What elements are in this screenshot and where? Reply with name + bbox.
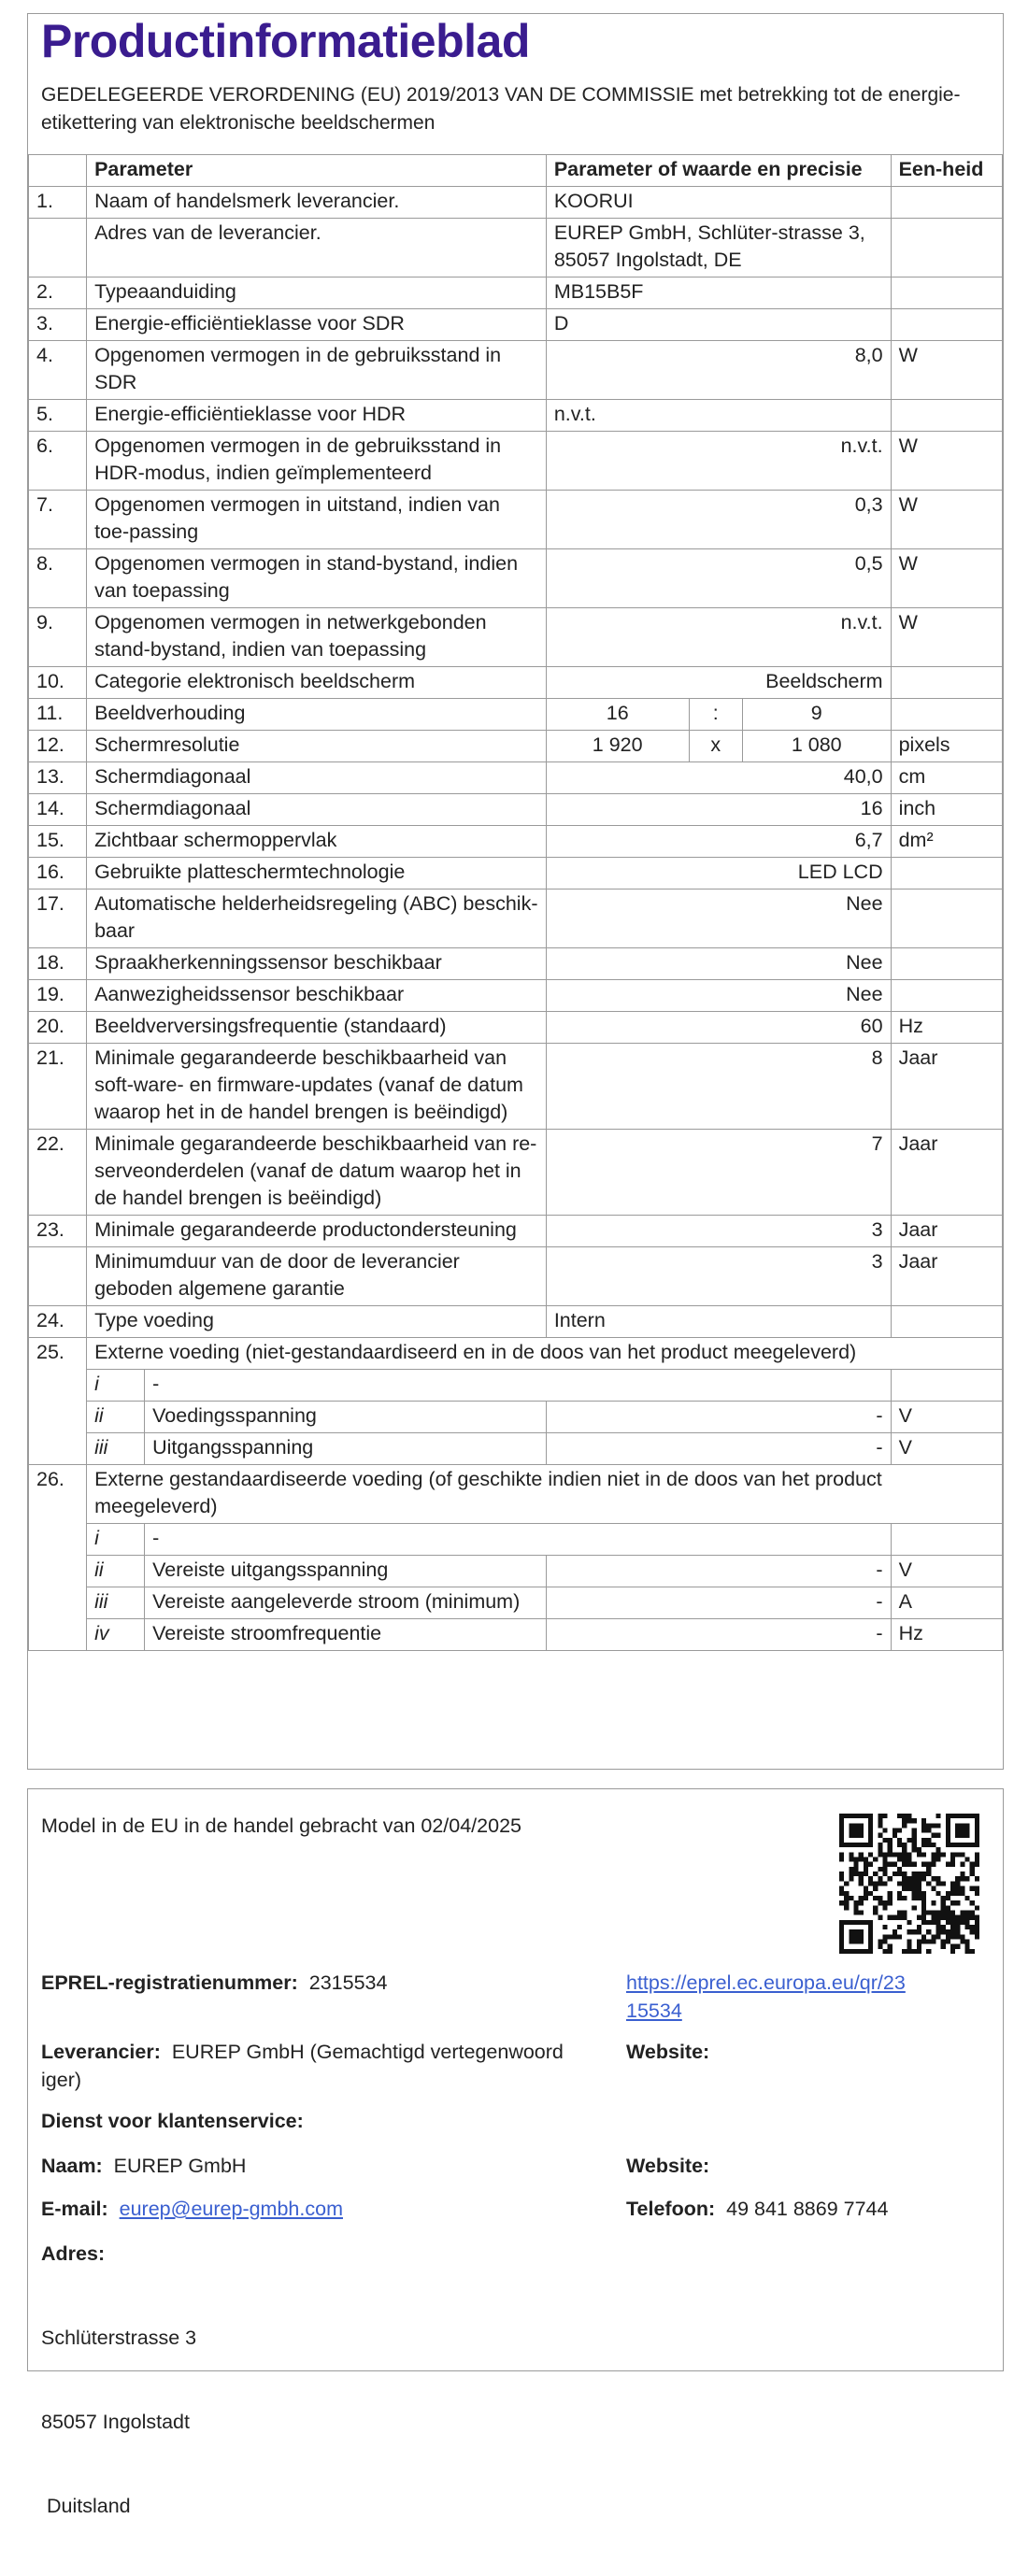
row-num xyxy=(29,1247,87,1306)
service-email xyxy=(41,2195,343,2223)
row-value: n.v.t. xyxy=(546,608,891,667)
col-num xyxy=(29,155,87,187)
row-unit: W xyxy=(891,341,1002,400)
address-line-2: 85057 Ingolstadt xyxy=(41,2411,190,2433)
row-value: D xyxy=(546,309,891,341)
table-row xyxy=(29,794,1003,826)
sub-label: - xyxy=(145,1524,891,1556)
row-label: Gebruikte platteschermtechnologie xyxy=(87,858,547,890)
row-label: Minimale gegarandeerde beschikbaarheid van soft-ware- en firmware-updates (vanaf de datum waarop het in de handel brengen is beëindigd) xyxy=(87,1044,547,1130)
website2-label: Website: xyxy=(626,2155,710,2177)
table-row xyxy=(29,826,1003,858)
row-num: 11. xyxy=(29,699,87,731)
sub-row xyxy=(29,1556,1003,1587)
row-value: 3 xyxy=(546,1247,891,1306)
address-label: Adres: xyxy=(41,2242,106,2265)
service-phone xyxy=(626,2195,888,2223)
row-num: 8. xyxy=(29,549,87,608)
table-row xyxy=(29,278,1003,309)
row-value: 6,7 xyxy=(546,826,891,858)
row-num: 24. xyxy=(29,1306,87,1338)
value-b: 1 080 xyxy=(742,731,891,762)
row-label: Adres van de leverancier. xyxy=(87,219,547,278)
supplier-value-cont: iger) xyxy=(41,2069,82,2091)
col-unit: Een-heid xyxy=(891,155,1002,187)
row-num: 16. xyxy=(29,858,87,890)
row-label: Categorie elektronisch beeldscherm xyxy=(87,667,547,699)
sub-value: - xyxy=(546,1402,891,1433)
value-sep: : xyxy=(689,699,742,731)
table-row xyxy=(29,187,1003,219)
row-unit: Jaar xyxy=(891,1044,1002,1130)
row-num: 26. xyxy=(29,1465,87,1651)
table-row xyxy=(29,219,1003,278)
row-value: Nee xyxy=(546,890,891,948)
email-label: E-mail: xyxy=(41,2198,108,2220)
row-label: Aanwezigheidssensor beschikbaar xyxy=(87,980,547,1012)
table-row xyxy=(29,890,1003,948)
row-label: Minimumduur van de door de leverancier geboden algemene garantie xyxy=(87,1247,547,1306)
row-num xyxy=(29,219,87,278)
table-row xyxy=(29,1338,1003,1370)
sub-unit: V xyxy=(891,1433,1002,1465)
name-label: Naam: xyxy=(41,2155,103,2177)
sub-row xyxy=(29,1619,1003,1651)
row-label: Opgenomen vermogen in netwerkgebonden stand-bystand, indien van toepassing xyxy=(87,608,547,667)
row-value: 7 xyxy=(546,1130,891,1216)
row-num: 13. xyxy=(29,762,87,794)
row-unit: Jaar xyxy=(891,1130,1002,1216)
row-unit xyxy=(891,187,1002,219)
row-unit: W xyxy=(891,491,1002,549)
table-row xyxy=(29,549,1003,608)
row-unit: dm² xyxy=(891,826,1002,858)
sub-unit xyxy=(891,1524,1002,1556)
eprel-label: EPREL-registratienummer: xyxy=(41,1971,298,1994)
address xyxy=(41,2268,196,2576)
row-unit xyxy=(891,1306,1002,1338)
row-num: 12. xyxy=(29,731,87,762)
eprel-number: 2315534 xyxy=(308,1971,388,1994)
sub-label: Voedingsspanning xyxy=(145,1402,547,1433)
row-unit: W xyxy=(891,608,1002,667)
table-row xyxy=(29,400,1003,432)
row-num: 6. xyxy=(29,432,87,491)
row-num: 17. xyxy=(29,890,87,948)
table-row xyxy=(29,608,1003,667)
table-row xyxy=(29,1216,1003,1247)
eprel-link-line-1[interactable]: https://eprel.ec.europa.eu/qr/23 xyxy=(626,1971,906,1994)
sub-row xyxy=(29,1524,1003,1556)
row-value: EUREP GmbH, Schlüter-strasse 3, 85057 Ingolstadt, DE xyxy=(546,219,891,278)
row-label: Opgenomen vermogen in uitstand, indien van toe-passing xyxy=(87,491,547,549)
row-label: Energie-efficiëntieklasse voor SDR xyxy=(87,309,547,341)
table-row xyxy=(29,309,1003,341)
row-num: 10. xyxy=(29,667,87,699)
row-num: 3. xyxy=(29,309,87,341)
phone-value: 49 841 8869 7744 xyxy=(726,2198,889,2220)
sub-value: - xyxy=(546,1619,891,1651)
row-num: 9. xyxy=(29,608,87,667)
table-row xyxy=(29,1465,1003,1524)
table-row xyxy=(29,948,1003,980)
sub-index: ii xyxy=(87,1556,145,1587)
name-value: EUREP GmbH xyxy=(113,2155,247,2177)
sub-value: - xyxy=(546,1433,891,1465)
row-label: Spraakherkenningssensor beschikbaar xyxy=(87,948,547,980)
table-header xyxy=(29,155,1003,187)
qr-code-icon xyxy=(839,1814,979,1954)
row-unit xyxy=(891,858,1002,890)
row-unit: pixels xyxy=(891,731,1002,762)
table-row xyxy=(29,1130,1003,1216)
table-row xyxy=(29,1247,1003,1306)
table-row xyxy=(29,980,1003,1012)
row-value: 0,5 xyxy=(546,549,891,608)
col-value: Parameter of waarde en precisie xyxy=(546,155,891,187)
row-label: Externe voeding (niet-gestandaardiseerd en in de doos van het product meegeleverd) xyxy=(87,1338,1003,1370)
table-row xyxy=(29,341,1003,400)
row-label: Zichtbaar schermoppervlak xyxy=(87,826,547,858)
sub-index: iii xyxy=(87,1587,145,1619)
value-a: 16 xyxy=(546,699,689,731)
table-row xyxy=(29,667,1003,699)
spec-table xyxy=(28,154,1003,1651)
address-line-1: Schlüterstrasse 3 xyxy=(41,2327,197,2349)
row-unit: cm xyxy=(891,762,1002,794)
row-value: 16 xyxy=(546,794,891,826)
row-num: 18. xyxy=(29,948,87,980)
row-label: Opgenomen vermogen in stand-bystand, indien van toepassing xyxy=(87,549,547,608)
sub-index: ii xyxy=(87,1402,145,1433)
table-row xyxy=(29,731,1003,762)
sub-unit: Hz xyxy=(891,1619,1002,1651)
website-label: Website: xyxy=(626,2041,710,2063)
value-a: 1 920 xyxy=(546,731,689,762)
row-num: 14. xyxy=(29,794,87,826)
row-label: Opgenomen vermogen in de gebruiksstand in SDR xyxy=(87,341,547,400)
table-row xyxy=(29,699,1003,731)
row-label: Schermdiagonaal xyxy=(87,794,547,826)
sub-row xyxy=(29,1402,1003,1433)
eprel-link[interactable] xyxy=(626,1969,906,2025)
table-row xyxy=(29,491,1003,549)
sub-label: Vereiste stroomfrequentie xyxy=(145,1619,547,1651)
table-row xyxy=(29,762,1003,794)
sub-row xyxy=(29,1587,1003,1619)
row-value: 8 xyxy=(546,1044,891,1130)
value-sep: x xyxy=(689,731,742,762)
row-unit xyxy=(891,890,1002,948)
supplier-label: Leverancier: xyxy=(41,2041,161,2063)
sub-index: i xyxy=(87,1370,145,1402)
row-num: 5. xyxy=(29,400,87,432)
row-value: 8,0 xyxy=(546,341,891,400)
row-unit xyxy=(891,980,1002,1012)
row-label: Energie-efficiëntieklasse voor HDR xyxy=(87,400,547,432)
row-value: Nee xyxy=(546,948,891,980)
sub-value: - xyxy=(546,1556,891,1587)
col-parameter: Parameter xyxy=(87,155,547,187)
row-value: 60 xyxy=(546,1012,891,1044)
sub-index: iii xyxy=(87,1433,145,1465)
row-label: Automatische helderheidsregeling (ABC) beschik-baar xyxy=(87,890,547,948)
row-unit: inch xyxy=(891,794,1002,826)
row-value: n.v.t. xyxy=(546,400,891,432)
sub-label: Uitgangsspanning xyxy=(145,1433,547,1465)
row-label: Naam of handelsmerk leverancier. xyxy=(87,187,547,219)
sub-index: i xyxy=(87,1524,145,1556)
row-label: Opgenomen vermogen in de gebruiksstand in HDR-modus, indien geïmplementeerd xyxy=(87,432,547,491)
sub-unit: V xyxy=(891,1402,1002,1433)
sub-unit: V xyxy=(891,1556,1002,1587)
value-b: 9 xyxy=(742,699,891,731)
row-unit: W xyxy=(891,432,1002,491)
regulation-intro: GEDELEGEERDE VERORDENING (EU) 2019/2013 VAN DE COMMISSIE met betrekking tot de energie-etikettering van elektronische beeldschermen xyxy=(41,84,961,134)
row-label: Schermdiagonaal xyxy=(87,762,547,794)
row-unit xyxy=(891,400,1002,432)
sub-value: - xyxy=(546,1587,891,1619)
table-row xyxy=(29,1306,1003,1338)
row-unit xyxy=(891,699,1002,731)
row-num: 2. xyxy=(29,278,87,309)
eprel-registration xyxy=(41,1969,387,1997)
row-unit xyxy=(891,948,1002,980)
row-value: 40,0 xyxy=(546,762,891,794)
eprel-link-line-2[interactable]: 15534 xyxy=(626,2000,682,2022)
row-value: Beeldscherm xyxy=(546,667,891,699)
row-num: 19. xyxy=(29,980,87,1012)
sub-row xyxy=(29,1370,1003,1402)
row-unit xyxy=(891,309,1002,341)
row-label: Beeldverversingsfrequentie (standaard) xyxy=(87,1012,547,1044)
row-label: Beeldverhouding xyxy=(87,699,547,731)
row-value: LED LCD xyxy=(546,858,891,890)
supplier-value: EUREP GmbH (Gemachtigd vertegenwoord xyxy=(171,2041,564,2063)
row-value: 3 xyxy=(546,1216,891,1247)
row-num: 15. xyxy=(29,826,87,858)
sub-unit xyxy=(891,1370,1002,1402)
row-label: Schermresolutie xyxy=(87,731,547,762)
page-title: Productinformatieblad xyxy=(41,15,530,67)
row-unit xyxy=(891,278,1002,309)
row-num: 25. xyxy=(29,1338,87,1465)
row-unit: Jaar xyxy=(891,1216,1002,1247)
service-heading: Dienst voor klantenservice: xyxy=(41,2110,304,2132)
sub-label: Vereiste aangeleverde stroom (minimum) xyxy=(145,1587,547,1619)
row-unit: Jaar xyxy=(891,1247,1002,1306)
row-num: 21. xyxy=(29,1044,87,1130)
row-unit xyxy=(891,219,1002,278)
sub-row xyxy=(29,1433,1003,1465)
row-num: 7. xyxy=(29,491,87,549)
row-unit xyxy=(891,667,1002,699)
row-label: Externe gestandaardiseerde voeding (of geschikte indien niet in de doos van het product meegeleverd) xyxy=(87,1465,1003,1524)
row-value: Nee xyxy=(546,980,891,1012)
row-num: 4. xyxy=(29,341,87,400)
row-num: 23. xyxy=(29,1216,87,1247)
service-name xyxy=(41,2152,246,2180)
row-value: KOORUI xyxy=(546,187,891,219)
table-row xyxy=(29,1012,1003,1044)
row-value: Intern xyxy=(546,1306,891,1338)
sub-index: iv xyxy=(87,1619,145,1651)
row-value: MB15B5F xyxy=(546,278,891,309)
table-row xyxy=(29,432,1003,491)
row-num: 22. xyxy=(29,1130,87,1216)
sub-unit: A xyxy=(891,1587,1002,1619)
sub-label: Vereiste uitgangsspanning xyxy=(145,1556,547,1587)
supplier xyxy=(41,2038,602,2094)
row-label: Type voeding xyxy=(87,1306,547,1338)
row-num: 20. xyxy=(29,1012,87,1044)
row-label: Minimale gegarandeerde beschikbaarheid van re-serveonderdelen (vanaf de datum waarop het in de handel brengen is beëindigd) xyxy=(87,1130,547,1216)
market-date: Model in de EU in de handel gebracht van 02/04/2025 xyxy=(41,1815,521,1837)
table-row xyxy=(29,1044,1003,1130)
table-row xyxy=(29,858,1003,890)
eprel-info-box xyxy=(27,1788,1004,2517)
row-unit: Hz xyxy=(891,1012,1002,1044)
address-line-3: Duitsland xyxy=(41,2495,131,2517)
row-unit: W xyxy=(891,549,1002,608)
row-label: Typeaanduiding xyxy=(87,278,547,309)
row-value: n.v.t. xyxy=(546,432,891,491)
sub-label: - xyxy=(145,1370,891,1402)
row-label: Minimale gegarandeerde productondersteuning xyxy=(87,1216,547,1247)
row-value: 0,3 xyxy=(546,491,891,549)
row-num: 1. xyxy=(29,187,87,219)
phone-label: Telefoon: xyxy=(626,2198,716,2220)
product-info-sheet xyxy=(27,13,1004,1770)
email-link[interactable]: eurep@eurep-gmbh.com xyxy=(119,2198,343,2220)
